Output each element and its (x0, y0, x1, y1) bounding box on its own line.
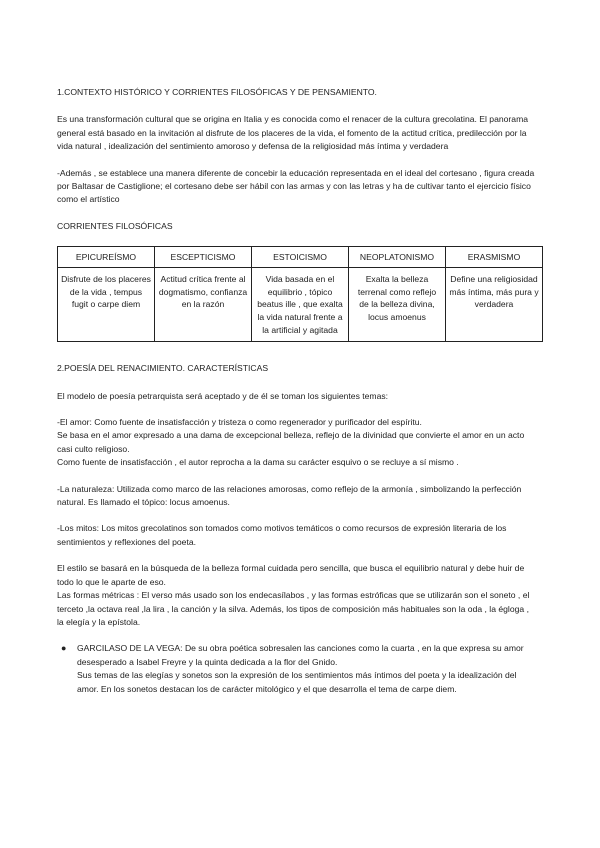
table-cell: Vida basada en el equilibrio , tópico beatus ille , que exalta la vida natural frente a la artificial y agitada (252, 268, 349, 342)
section-1-paragraph-2: -Además , se establece una manera diferente de concebir la educación representada en el ideal del cortesano , figura creada por Baltasar de Castiglione; el cortesano debe ser hábil con las armas y con las letras y ha de cultivar tanto el ejercicio físico como el artístico (57, 167, 535, 205)
list-item (61, 642, 535, 696)
garcilaso-line-1: GARCILASO DE LA VEGA: De su obra poética sobresalen las canciones como la cuarta , en la que expresa su amor desesperado a Isabel Freyre y la quinta dedicada a la flor del Gnido. (77, 643, 524, 667)
section-2-heading: 2.POESÍA DEL RENACIMIENTO. CARACTERÍSTICAS (57, 363, 269, 374)
table-header-cell: ESTOICISMO (252, 247, 349, 268)
section-2-intro: El modelo de poesía petrarquista será aceptado y de él se toman los siguientes temas: (57, 390, 389, 401)
amor-line-1: -El amor: Como fuente de insatisfacción y tristeza o como regenerador y purificador del espíritu. (57, 417, 422, 428)
table-cell: Define una religiosidad más íntima, más pura y verdadera (446, 268, 543, 342)
table-header-row (58, 247, 543, 268)
estilo-paragraph: El estilo se basará en la búsqueda de la belleza formal cuidada pero sencilla, que busca el equilibrio natural y debe huir de todo lo que le aparte de eso. (57, 563, 525, 587)
corrientes-subheading: CORRIENTES FILOSÓFICAS (57, 220, 173, 231)
bullet-icon: ● (61, 643, 67, 654)
formas-metricas-paragraph: Las formas métricas : El verso más usado son los endecasílabos , y las formas estróficas que se utilizarán son el soneto , el terceto ,la octava real ,la lira , la canción y la silva. Además, los tipos de composición más habituales son la oda , la égloga , la elegía y la epístola. (57, 590, 530, 627)
naturaleza-paragraph: -La naturaleza: Utilizada como marco de las relaciones amorosas, como reflejo de la armonía , simbolizando la perfección natural. Es llamado el tópico: locus amoenus. (57, 483, 522, 508)
mitos-paragraph: -Los mitos: Los mitos grecolatinos son tomados como motivos temáticos o como recursos de expresión literaria de los sentimientos y reflexiones del poeta. (57, 523, 507, 547)
authors-list (57, 642, 535, 696)
table-row (58, 268, 543, 342)
amor-line-2: Se basa en el amor expresado a una dama de excepcional belleza, reflejo de la divinidad que convierte el amor en un acto casi culto religioso. (57, 430, 525, 454)
section-1-heading: 1.CONTEXTO HISTÓRICO Y CORRIENTES FILOSÓFICAS Y DE PENSAMIENTO. (57, 87, 377, 97)
document-body (57, 86, 539, 696)
table-cell: Exalta la belleza terrenal como reflejo de la belleza divina, locus amoenus (349, 268, 446, 342)
table-header-cell: EPICUREÍSMO (58, 247, 155, 268)
table-cell: Actitud crítica frente al dogmatismo, confianza en la razón (155, 268, 252, 342)
table-header-cell: ERASMISMO (446, 247, 543, 268)
garcilaso-line-2: Sus temas de las elegías y sonetos son la expresión de los sentimientos más íntimos del poeta y la idealización del amor. En los sonetos destacan los de carácter mitológico y el que desarrolla el tema de carpe diem. (77, 670, 517, 694)
table-cell: Disfrute de los placeres de la vida , tempus fugit o carpe diem (58, 268, 155, 342)
table-header-cell: NEOPLATONISMO (349, 247, 446, 268)
section-1-paragraph-1: Es una transformación cultural que se origina en Italia y es conocida como el renacer de la cultura grecolatina. El panorama general está basado en la invitación al disfrute de los placeres de la vida, el fomento de la actitud crítica, predilección por la vida natural , idealización del sentimiento amoroso y defensa de la religiosidad más íntima y verdadera (57, 114, 529, 152)
corrientes-table (57, 246, 543, 342)
table-header-cell: ESCEPTICISMO (155, 247, 252, 268)
amor-line-3: Como fuente de insatisfacción , el autor reprocha a la dama su carácter esquivo o se recluye a sí mismo . (57, 457, 459, 468)
